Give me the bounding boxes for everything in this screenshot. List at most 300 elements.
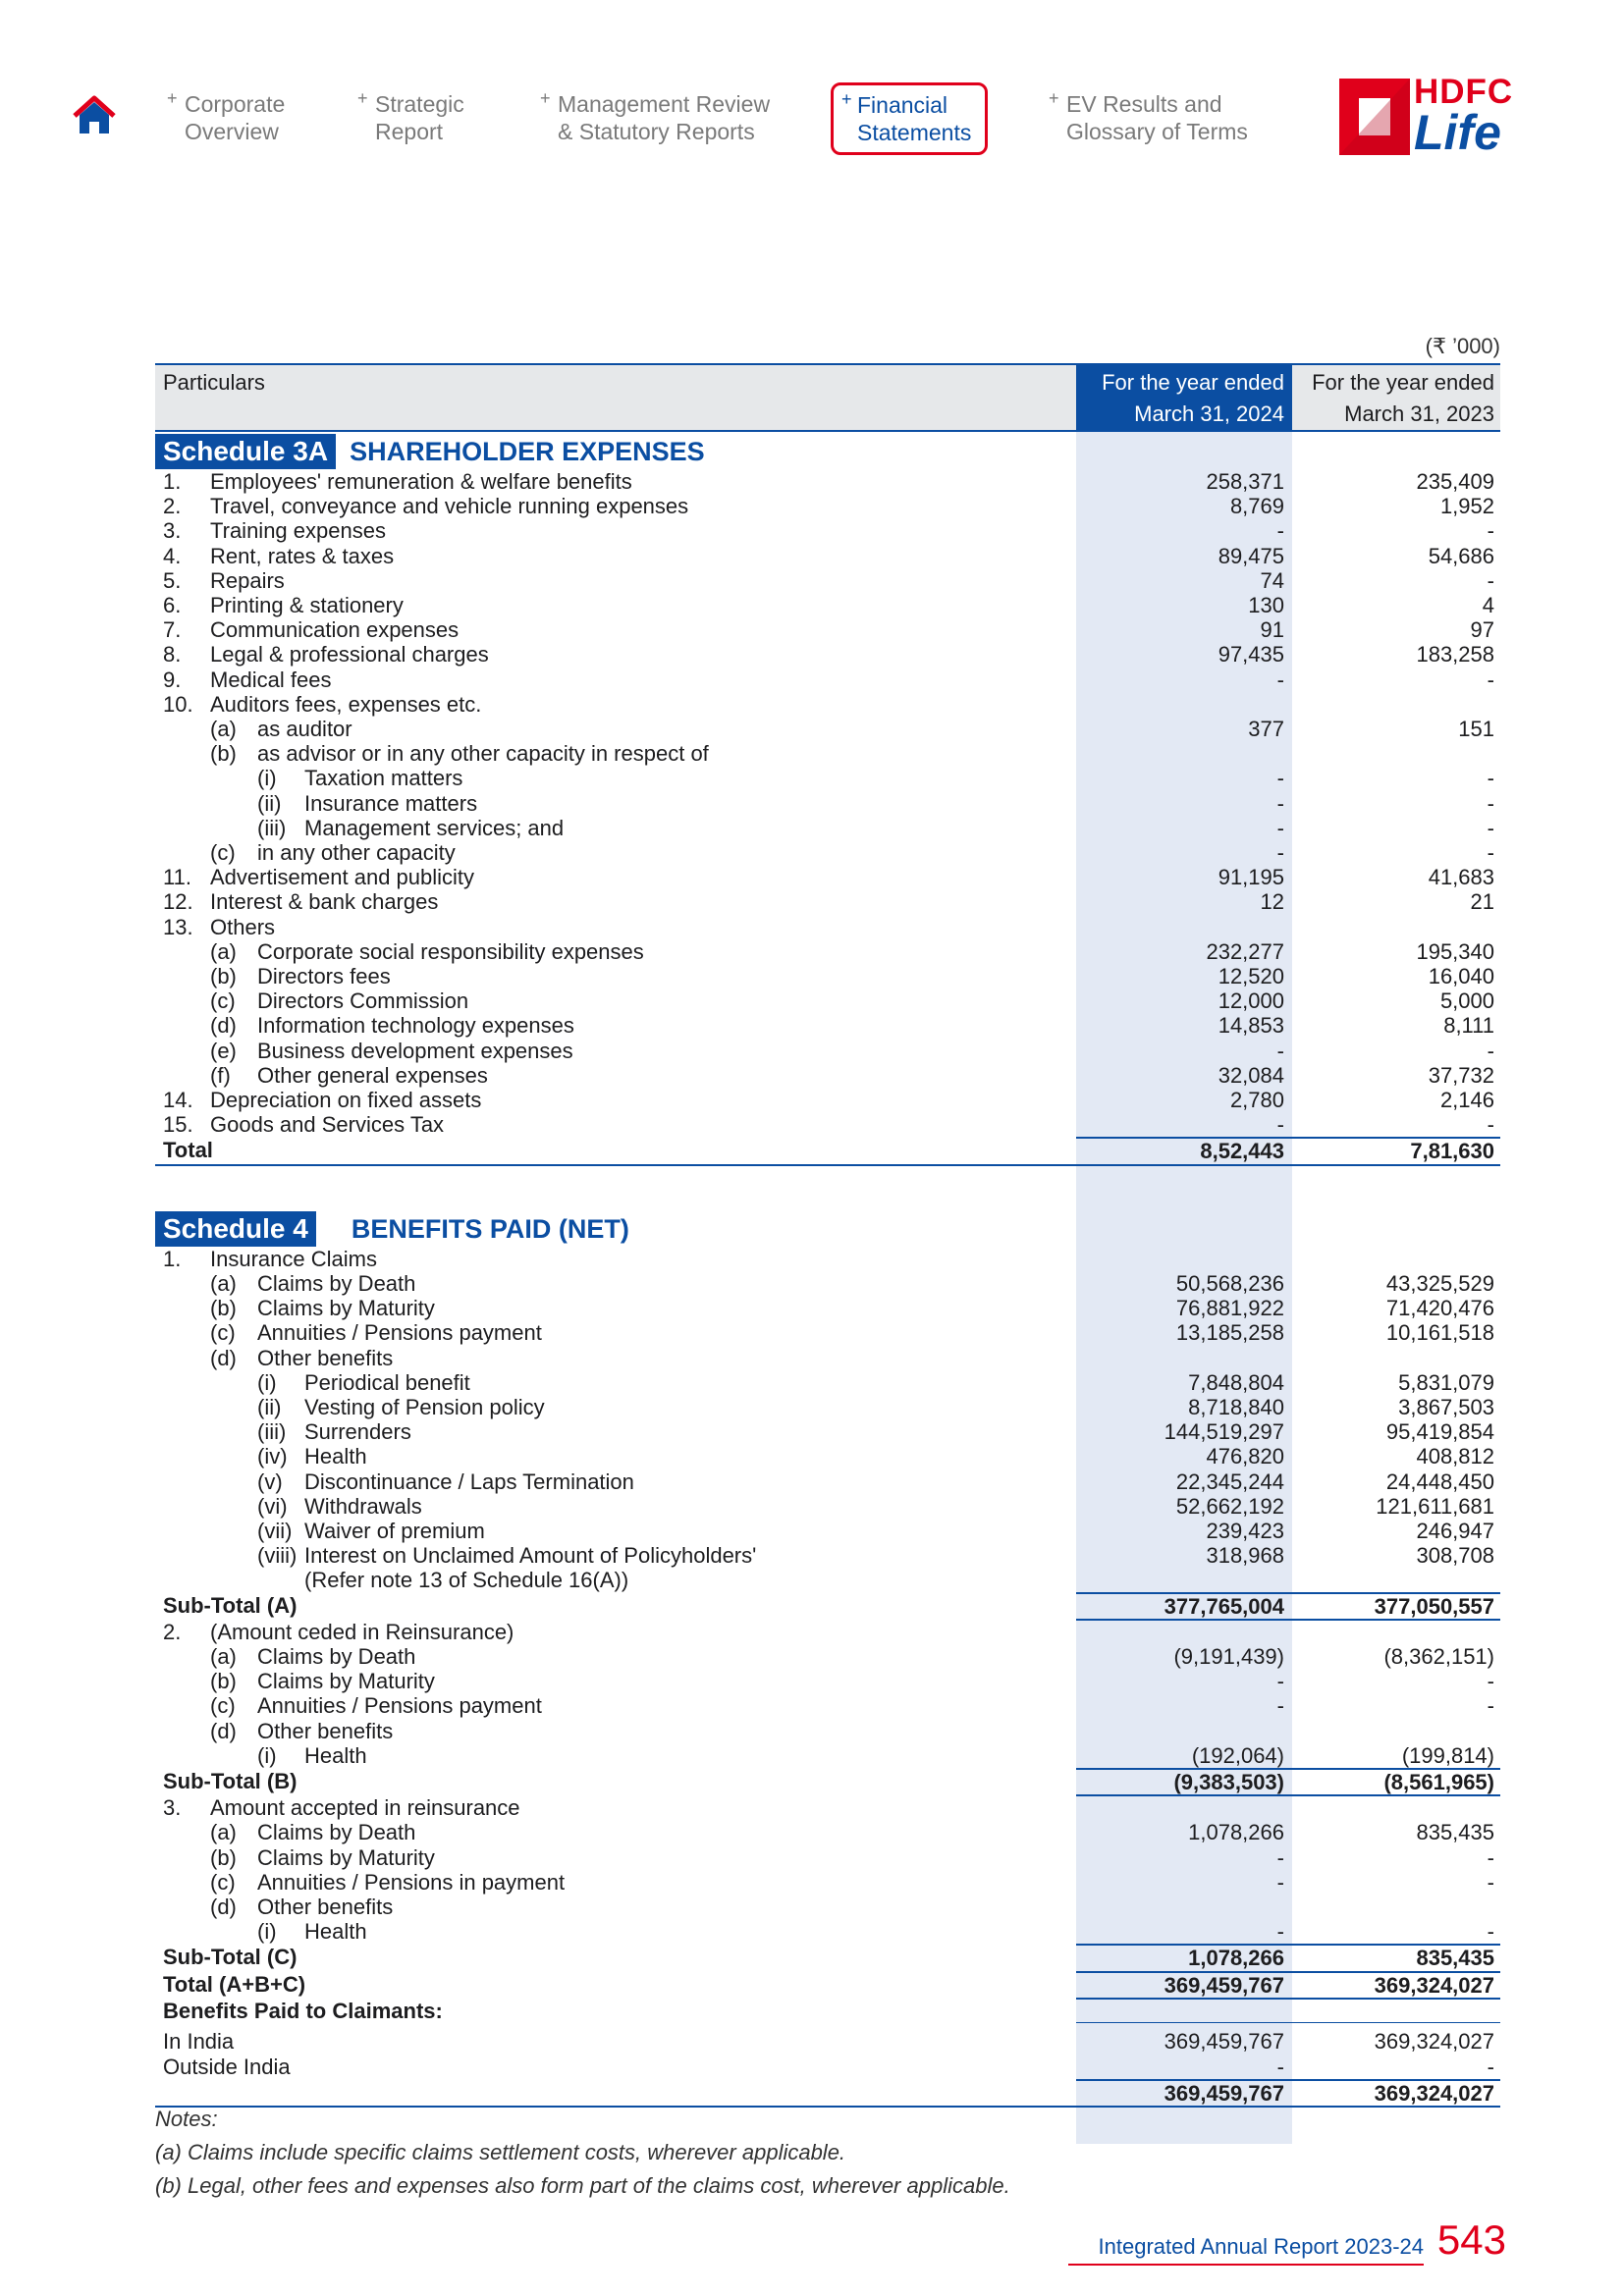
- row-number: 4.: [163, 543, 182, 568]
- row-text: Directors fees: [257, 964, 391, 989]
- spacer-row: [155, 1165, 1500, 1209]
- row-text: Health: [304, 1444, 367, 1469]
- table-row: [155, 1669, 1500, 1693]
- row-text: Other general expenses: [257, 1062, 488, 1088]
- row-text: Legal & professional charges: [210, 642, 489, 667]
- row-number: (iv): [257, 1444, 288, 1469]
- table-row: [155, 1644, 1500, 1669]
- plus-icon: +: [841, 89, 852, 109]
- row-number: 2.: [163, 1619, 182, 1644]
- table-row: [155, 518, 1500, 543]
- table-row: [155, 1870, 1500, 1895]
- nav-label-line1: Strategic: [375, 91, 464, 117]
- row-label: [155, 1895, 1076, 1919]
- row-number: 3.: [163, 518, 182, 544]
- value-fy2023: 24,448,450: [1385, 1468, 1494, 1494]
- table-row: [155, 741, 1500, 766]
- page-number: 543: [1436, 2216, 1506, 2263]
- row-text: Discontinuance / Laps Termination: [304, 1468, 634, 1494]
- table-row: [155, 1719, 1500, 1743]
- row-label: [155, 1693, 1076, 1718]
- row-text: Medical fees: [210, 667, 332, 692]
- row-label: Sub-Total (B): [163, 1768, 298, 1793]
- row-text: Auditors fees, expenses etc.: [210, 691, 482, 717]
- value-fy2023: 43,325,529: [1385, 1270, 1494, 1296]
- value-fy2023: -: [1487, 567, 1494, 593]
- row-text: Insurance Claims: [210, 1246, 377, 1271]
- value-fy2024: 476,820: [1206, 1444, 1284, 1469]
- row-number: (a): [210, 1643, 237, 1669]
- row-text: Business development expenses: [257, 1038, 573, 1063]
- value-fy2024: -: [1276, 2054, 1284, 2079]
- row-number: (d): [210, 1894, 237, 1919]
- row-label: [155, 840, 1076, 865]
- row-label: [155, 915, 1076, 939]
- row-label: [155, 964, 1076, 988]
- row-number: (a): [210, 1820, 237, 1845]
- value-fy2023: 10,161,518: [1385, 1320, 1494, 1346]
- table-row: [155, 1247, 1500, 1271]
- value-fy2023: 151: [1458, 717, 1494, 742]
- table-row: [155, 1620, 1500, 1644]
- row-label: [155, 1719, 1076, 1743]
- value-fy2023: 235,409: [1416, 469, 1494, 494]
- table-row: [155, 617, 1500, 642]
- row-label: [155, 518, 1076, 543]
- row-text: Other benefits: [257, 1718, 394, 1743]
- value-fy2024: -: [1276, 766, 1284, 791]
- table-row: [155, 988, 1500, 1013]
- row-label: [155, 816, 1076, 840]
- row-number: (iii): [257, 815, 287, 840]
- notes-heading: Notes:: [155, 2107, 218, 2131]
- row-label: [155, 1543, 1076, 1568]
- row-number: (vi): [257, 1493, 288, 1519]
- row-text: Claims by Maturity: [257, 1669, 435, 1694]
- currency-unit: (₹ ’000): [1425, 334, 1500, 358]
- nav-ev-results[interactable]: [1049, 90, 1248, 145]
- table-row: [155, 544, 1500, 568]
- value-fy2024: 144,519,297: [1164, 1419, 1284, 1445]
- value-fy2024: [1076, 1247, 1292, 1271]
- value-fy2023: 71,420,476: [1385, 1296, 1494, 1321]
- nav-label-line2: & Statutory Reports: [558, 119, 755, 144]
- row-number: 3.: [163, 1795, 182, 1821]
- value-fy2024: -: [1276, 1112, 1284, 1138]
- row-number: 9.: [163, 667, 182, 692]
- value-fy2024: [1076, 1620, 1292, 1644]
- value-fy2024: 91: [1260, 617, 1284, 643]
- table-row: [155, 865, 1500, 889]
- value-fy2024: 2,780: [1229, 1088, 1284, 1113]
- table-row: [155, 1039, 1500, 1063]
- value-fy2023: -: [1487, 518, 1494, 544]
- row-label: [155, 717, 1076, 741]
- value-fy2023: [1292, 1620, 1500, 1644]
- row-label: [155, 1845, 1076, 1870]
- value-fy2023: [1292, 692, 1500, 717]
- row-number: (c): [210, 1320, 236, 1346]
- row-text: Depreciation on fixed assets: [210, 1088, 482, 1113]
- nav-financial-statements[interactable]: [831, 82, 988, 155]
- value-fy2023: -: [1487, 1693, 1494, 1719]
- table-row: [155, 1895, 1500, 1919]
- value-fy2023: 2,146: [1439, 1088, 1494, 1113]
- table-row: [155, 1795, 1500, 1820]
- value-fy2023: 37,732: [1428, 1062, 1494, 1088]
- table-row: [155, 1444, 1500, 1468]
- row-text: Corporate social responsibility expenses: [257, 938, 644, 964]
- value-fy2024: 232,277: [1206, 938, 1284, 964]
- row-number: (c): [210, 1693, 236, 1719]
- value-fy2023: [1292, 1795, 1500, 1820]
- table-row: [155, 1063, 1500, 1088]
- row-number: (vii): [257, 1518, 293, 1543]
- row-number: (d): [210, 1345, 237, 1370]
- value-fy2024: 76,881,922: [1175, 1296, 1284, 1321]
- row-text: Claims by Maturity: [257, 1844, 435, 1870]
- value-fy2024: 8,769: [1229, 494, 1284, 519]
- value-fy2023: -: [1487, 815, 1494, 840]
- row-text: Repairs: [210, 567, 285, 593]
- row-text: Claims by Death: [257, 1820, 416, 1845]
- row-text: Travel, conveyance and vehicle running expenses: [210, 494, 689, 519]
- row-text: Others: [210, 914, 276, 939]
- row-label: [155, 1669, 1076, 1693]
- nav-label-line2: Glossary of Terms: [1066, 119, 1248, 144]
- plus-icon: +: [540, 88, 551, 108]
- row-label: [155, 939, 1076, 964]
- value-fy2023: -: [1487, 840, 1494, 866]
- schedule-tag: Schedule 3A: [155, 434, 336, 469]
- value-fy2024: (9,383,503): [1076, 1769, 1292, 1795]
- value-fy2024: 239,423: [1206, 1518, 1284, 1543]
- table-row: [155, 667, 1500, 692]
- row-label: [155, 1494, 1076, 1519]
- table-header: [155, 364, 1500, 431]
- footer-rule: [1068, 2264, 1424, 2266]
- notes: [155, 2103, 1010, 2203]
- table-row: [155, 2023, 1500, 2055]
- value-fy2023: -: [1487, 1869, 1494, 1895]
- note-a: (a) Claims include specific claims settlement costs, wherever applicable.: [155, 2140, 846, 2164]
- value-fy2023: (8,362,151): [1383, 1643, 1494, 1669]
- value-fy2024: 318,968: [1206, 1543, 1284, 1569]
- row-text: as advisor or in any other capacity in respect of: [257, 741, 709, 767]
- row-label: [155, 1444, 1076, 1468]
- row-number: (c): [210, 1869, 236, 1895]
- logo-text-life: Life: [1414, 105, 1501, 160]
- row-label: [155, 1088, 1076, 1112]
- value-fy2024: 258,371: [1206, 469, 1284, 494]
- value-fy2023: -: [1487, 1112, 1494, 1138]
- row-number: (e): [210, 1038, 237, 1063]
- row-text: Interest & bank charges: [210, 889, 439, 915]
- report-title: Integrated Annual Report 2023-24: [1098, 2234, 1424, 2259]
- row-text: Claims by Maturity: [257, 1296, 435, 1321]
- row-label: [155, 865, 1076, 889]
- header-fy2024: [1076, 364, 1292, 431]
- row-label: [155, 791, 1076, 816]
- row-text: Withdrawals: [304, 1493, 422, 1519]
- row-number: 2.: [163, 494, 182, 519]
- value-fy2024: 377: [1248, 717, 1284, 742]
- table-row: [155, 816, 1500, 840]
- value-fy2023: 95,419,854: [1385, 1419, 1494, 1445]
- value-fy2023: [1292, 1719, 1500, 1743]
- row-label: [155, 692, 1076, 717]
- value-fy2024: 12: [1260, 889, 1284, 915]
- row-number: (i): [257, 1742, 277, 1768]
- value-fy2023: 8,111: [1443, 1013, 1494, 1039]
- row-number: (c): [210, 988, 236, 1014]
- note-b: (b) Legal, other fees and expenses also form part of the claims cost, wherever applicable.: [155, 2173, 1010, 2198]
- value-fy2023: 21: [1470, 889, 1494, 915]
- row-label: [155, 1620, 1076, 1644]
- value-fy2023: 5,831,079: [1398, 1369, 1494, 1395]
- row-number: (b): [210, 1296, 237, 1321]
- row-label: [155, 544, 1076, 568]
- logo-text-hdfc: HDFC: [1414, 73, 1514, 111]
- value-fy2023: -: [1487, 790, 1494, 816]
- header-fy2023-line1: For the year ended: [1312, 370, 1494, 395]
- value-fy2023: 121,611,681: [1376, 1493, 1494, 1519]
- table-row: [155, 1999, 1500, 2023]
- value-fy2023: -: [1487, 766, 1494, 791]
- row-text: Other benefits: [257, 1345, 394, 1370]
- table-row: [155, 1568, 1500, 1592]
- row-label: [155, 494, 1076, 518]
- row-number: 15.: [163, 1112, 193, 1138]
- row-text: Periodical benefit: [304, 1369, 470, 1395]
- row-label: In India: [163, 2028, 235, 2054]
- value-fy2024: 8,52,443: [1076, 1138, 1292, 1164]
- value-fy2023: 97: [1470, 617, 1494, 643]
- table-row: [155, 1593, 1500, 1620]
- row-text: Communication expenses: [210, 617, 460, 643]
- value-fy2023: 369,324,027: [1292, 2080, 1500, 2107]
- table-row: [155, 915, 1500, 939]
- row-text: Surrenders: [304, 1419, 411, 1445]
- value-fy2023: [1292, 1999, 1500, 2023]
- value-fy2024: 97,435: [1218, 642, 1284, 667]
- nav-label-line2: Overview: [185, 119, 279, 144]
- table-row: [155, 1346, 1500, 1370]
- value-fy2023: 408,812: [1416, 1444, 1494, 1469]
- row-label: [155, 1644, 1076, 1669]
- table-row: [155, 766, 1500, 790]
- plus-icon: +: [357, 88, 368, 108]
- row-number: (ii): [257, 790, 282, 816]
- row-label: [155, 1870, 1076, 1895]
- row-label: Total (A+B+C): [163, 1971, 306, 1997]
- value-fy2024: 74: [1260, 567, 1284, 593]
- value-fy2024: 1,078,266: [1076, 1945, 1292, 1971]
- row-number: 12.: [163, 889, 193, 915]
- plus-icon: +: [1049, 88, 1059, 108]
- table-row: [155, 1013, 1500, 1038]
- row-label: [155, 568, 1076, 593]
- value-fy2024: -: [1276, 1669, 1284, 1694]
- table-row: [155, 1271, 1500, 1296]
- value-fy2024: -: [1276, 667, 1284, 692]
- value-fy2023: 4: [1482, 593, 1494, 618]
- value-fy2024: 89,475: [1218, 543, 1284, 568]
- value-fy2024: 377,765,004: [1076, 1593, 1292, 1620]
- value-fy2024: 12,520: [1218, 964, 1284, 989]
- row-label: [155, 766, 1076, 790]
- row-text: Directors Commission: [257, 988, 469, 1014]
- row-label: [155, 1919, 1076, 1945]
- table-row: [155, 1138, 1500, 1164]
- row-number: (i): [257, 1919, 277, 1945]
- schedule-table: [155, 363, 1500, 2108]
- header-fy2024-line1: For the year ended: [1102, 370, 1284, 395]
- value-fy2024: 32,084: [1218, 1062, 1284, 1088]
- row-number: (b): [210, 1844, 237, 1870]
- row-text: Amount accepted in reinsurance: [210, 1795, 520, 1821]
- table-row: [155, 1370, 1500, 1395]
- row-number: 7.: [163, 617, 182, 643]
- value-fy2024: (9,191,439): [1173, 1643, 1284, 1669]
- row-label: [155, 593, 1076, 617]
- plus-icon: +: [167, 88, 178, 108]
- value-fy2023: -: [1487, 1844, 1494, 1870]
- value-fy2024: -: [1276, 815, 1284, 840]
- table-row: [155, 1820, 1500, 1844]
- value-fy2023: 183,258: [1416, 642, 1494, 667]
- row-text: as auditor: [257, 717, 352, 742]
- row-number: (v): [257, 1468, 283, 1494]
- row-text: Waiver of premium: [304, 1518, 485, 1543]
- row-label: [155, 642, 1076, 667]
- table-row: [155, 1469, 1500, 1494]
- schedule-tag: Schedule 4: [155, 1211, 316, 1247]
- row-label: [155, 1320, 1076, 1345]
- value-fy2024: 369,459,767: [1076, 2080, 1292, 2107]
- row-text: (Amount ceded in Reinsurance): [210, 1619, 514, 1644]
- value-fy2023: [1292, 741, 1500, 766]
- row-label: [155, 1795, 1076, 1820]
- value-fy2024: (192,064): [1191, 1742, 1284, 1768]
- value-fy2024: [1076, 1346, 1292, 1370]
- row-number: 5.: [163, 567, 182, 593]
- value-fy2024: [1076, 692, 1292, 717]
- row-label: [155, 1743, 1076, 1769]
- value-fy2024: 52,662,192: [1175, 1493, 1284, 1519]
- row-number: (ii): [257, 1394, 282, 1419]
- table-row: [155, 469, 1500, 494]
- header-fy2023: [1292, 364, 1500, 431]
- table-row: [155, 1972, 1500, 1999]
- table-row: [155, 1543, 1500, 1568]
- table-row: [155, 1919, 1500, 1945]
- row-text: Taxation matters: [304, 766, 463, 791]
- row-text: in any other capacity: [257, 840, 456, 866]
- value-fy2023: -: [1487, 1669, 1494, 1694]
- row-label: [155, 1247, 1076, 1271]
- row-text: Training expenses: [210, 518, 386, 544]
- row-label: [155, 1112, 1076, 1138]
- value-fy2023: 835,435: [1292, 1945, 1500, 1971]
- row-label: [155, 1296, 1076, 1320]
- row-text: Health: [304, 1742, 367, 1768]
- row-number: (b): [210, 741, 237, 767]
- value-fy2024: -: [1276, 1844, 1284, 1870]
- row-label: [155, 1346, 1076, 1370]
- row-text: Goods and Services Tax: [210, 1112, 445, 1138]
- nav-corporate-overview[interactable]: [167, 90, 285, 145]
- table-row: [155, 717, 1500, 741]
- row-label: [155, 1820, 1076, 1844]
- schedule-title: SHAREHOLDER EXPENSES: [350, 437, 705, 466]
- value-fy2024: [1076, 1719, 1292, 1743]
- value-fy2024: 91,195: [1218, 865, 1284, 890]
- value-fy2024: -: [1276, 1919, 1284, 1945]
- row-text: Annuities / Pensions payment: [257, 1320, 542, 1346]
- header-particulars: Particulars: [155, 364, 1076, 431]
- claimants-heading: Benefits Paid to Claimants:: [163, 1998, 443, 2023]
- row-label: Sub-Total (C): [163, 1945, 298, 1970]
- value-fy2024: 50,568,236: [1175, 1270, 1284, 1296]
- table-row: [155, 1296, 1500, 1320]
- value-fy2024: [1076, 1795, 1292, 1820]
- row-label: [155, 1370, 1076, 1395]
- table-row: [155, 1112, 1500, 1138]
- schedule-3a-heading: [155, 431, 1500, 469]
- row-label: [155, 469, 1076, 494]
- row-text: Management services; and: [304, 815, 565, 840]
- value-fy2023: 5,000: [1439, 988, 1494, 1014]
- home-icon[interactable]: [71, 94, 118, 137]
- value-fy2024: 8,718,840: [1188, 1394, 1284, 1419]
- row-text: (Refer note 13 of Schedule 16(A)): [304, 1568, 629, 1593]
- table-row: [155, 1693, 1500, 1718]
- row-text: Claims by Death: [257, 1643, 416, 1669]
- row-number: (i): [257, 766, 277, 791]
- row-number: (a): [210, 1270, 237, 1296]
- row-label: Sub-Total (A): [163, 1592, 298, 1618]
- value-fy2023: [1292, 1895, 1500, 1919]
- nav-label-line1: EV Results and: [1066, 91, 1222, 117]
- nav-management-review[interactable]: [540, 90, 770, 145]
- row-text: Printing & stationery: [210, 593, 404, 618]
- table-row: [155, 494, 1500, 518]
- row-number: (a): [210, 938, 237, 964]
- value-fy2024: 1,078,266: [1188, 1820, 1284, 1845]
- value-fy2023: -: [1487, 1038, 1494, 1063]
- value-fy2023: 1,952: [1439, 494, 1494, 519]
- row-text: Information technology expenses: [257, 1013, 574, 1039]
- row-label: [155, 1395, 1076, 1419]
- financial-statement: [155, 363, 1500, 2108]
- row-number: 13.: [163, 914, 193, 939]
- value-fy2023: 377,050,557: [1292, 1593, 1500, 1620]
- table-row: [155, 1320, 1500, 1345]
- table-row: [155, 889, 1500, 914]
- value-fy2023: (8,561,965): [1292, 1769, 1500, 1795]
- header-fy2023-line2: March 31, 2023: [1344, 401, 1494, 426]
- value-fy2024: [1076, 1568, 1292, 1592]
- nav-strategic-report[interactable]: [357, 90, 464, 145]
- value-fy2024: 22,345,244: [1175, 1468, 1284, 1494]
- value-fy2023: [1292, 1568, 1500, 1592]
- row-number: (d): [210, 1013, 237, 1039]
- value-fy2024: -: [1276, 790, 1284, 816]
- value-fy2023: 41,683: [1428, 865, 1494, 890]
- row-text: Insurance matters: [304, 790, 478, 816]
- row-label: [155, 1013, 1076, 1038]
